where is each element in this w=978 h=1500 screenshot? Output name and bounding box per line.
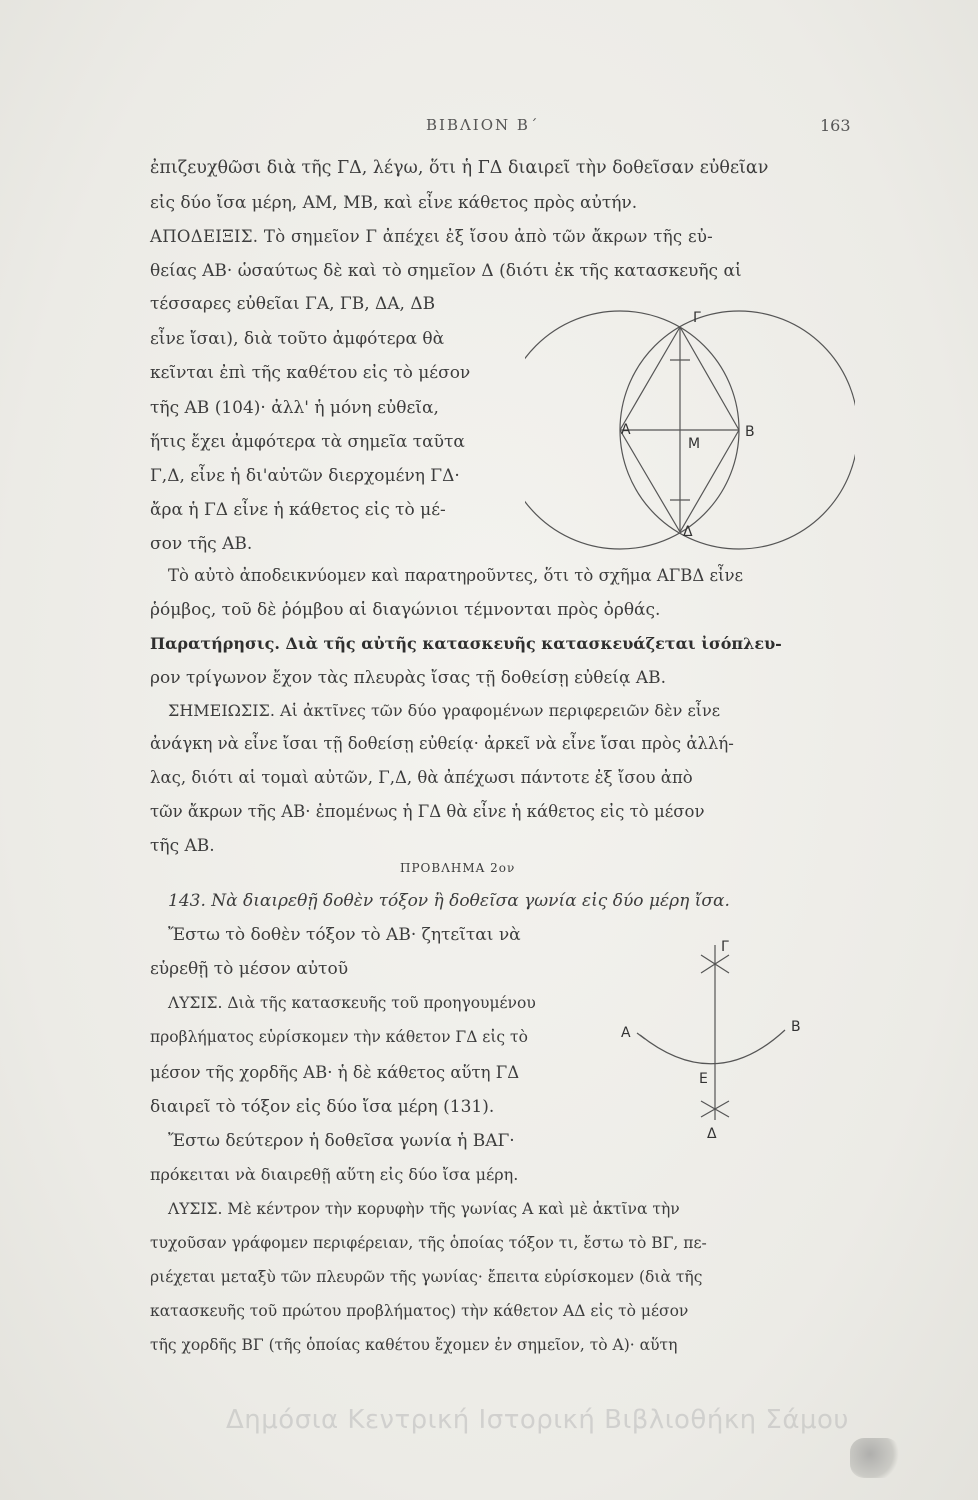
text-line: διαιρεῖ τὸ τόξον εἰς δύο ἴσα μέρη (131). — [150, 1097, 495, 1117]
library-watermark: Δημόσια Κεντρική Ιστορική Βιβλιοθήκη Σάμου — [226, 1405, 849, 1435]
text-line: προβλήματος εὑρίσκομεν τὴν κάθετον ΓΔ εἰς τὸ — [150, 1028, 528, 1046]
text-line: Ἔστω τὸ δοθὲν τόξον τὸ ΑΒ· ζητεῖται νὰ — [168, 925, 521, 945]
text-line: ἀνάγκη νὰ εἶνε ἴσαι τῇ δοθείσῃ εὐθείᾳ· ἀρκεῖ νὰ εἶνε ἴσαι πρὸς ἀλλή- — [150, 734, 734, 753]
text-line: τυχοῦσαν γράφομεν περιφέρειαν, τῆς ὁποίας τόξον τι, ἔστω τὸ ΒΓ, πε- — [150, 1234, 707, 1252]
page-header — [0, 116, 978, 142]
text-line: ριέχεται μεταξὺ τῶν πλευρῶν τῆς γωνίας· ἔπειτα εὑρίσκομεν (διὰ τῆς — [150, 1268, 703, 1286]
text-line: ἥτις ἔχει ἀμφότερα τὰ σημεῖα ταῦτα — [150, 432, 465, 452]
text-line: θείας ΑΒ· ὡσαύτως δὲ καὶ τὸ σημεῖον Δ (διότι ἐκ τῆς κατασκευῆς αἱ — [150, 261, 742, 281]
label-alpha: Α — [621, 422, 631, 438]
text-line: Παρατήρησις. Διὰ τῆς αὐτῆς κατασκευῆς κατασκευάζεται ἰσόπλευ- — [150, 634, 782, 653]
label-delta: Δ — [707, 1126, 717, 1142]
text-line: Τὸ αὐτὸ ἀποδεικνύομεν καὶ παρατηροῦντες, ὅτι τὸ σχῆμα ΑΓΒΔ εἶνε — [168, 566, 744, 585]
label-beta: Β — [745, 424, 755, 440]
text-line: τῆς ΑΒ. — [150, 836, 215, 856]
text-line: ρον τρίγωνον ἔχον τὰς πλευρὰς ἴσας τῇ δοθείσῃ εὐθείᾳ ΑΒ. — [150, 668, 667, 688]
text-line: μέσον τῆς χορδῆς ΑΒ· ἡ δὲ κάθετος αὕτη ΓΔ — [150, 1063, 520, 1082]
label-gamma: Γ — [721, 939, 729, 955]
running-title: ΒΙΒΛΙΟΝ Β΄ — [426, 116, 540, 134]
text-line: λας, διότι αἱ τομαὶ αὐτῶν, Γ,Δ, θὰ ἀπέχωσι πάντοτε ἐξ ἴσου ἀπὸ — [150, 768, 693, 787]
text-line: τῆς χορδῆς ΒΓ (τῆς ὁποίας καθέτου ἔχομεν ἐν σημεῖον, τὸ Α)· αὕτη — [150, 1336, 678, 1354]
text-line: κατασκευῆς τοῦ πρώτου προβλήματος) τὴν κάθετον ΑΔ εἰς τὸ μέσον — [150, 1302, 689, 1320]
label-alpha: Α — [621, 1025, 631, 1041]
text-line: τέσσαρες εὐθεῖαι ΓΑ, ΓΒ, ΔΑ, ΔΒ — [150, 294, 436, 314]
text-line: ἄρα ἡ ΓΔ εἶνε ἡ κάθετος εἰς τὸ μέ- — [150, 500, 446, 520]
text-line: κεῖνται ἐπὶ τῆς καθέτου εἰς τὸ μέσον — [150, 363, 471, 383]
label-mu: Μ — [688, 436, 701, 452]
page-number: 163 — [820, 116, 851, 135]
figure-arc-bisection — [615, 925, 805, 1145]
label-epsilon: Ε — [699, 1071, 708, 1087]
text-line: πρόκειται νὰ διαιρεθῇ αὕτη εἰς δύο ἴσα μέρη. — [150, 1165, 519, 1184]
label-gamma: Γ — [693, 310, 701, 326]
text-line: Ἔστω δεύτερον ἡ δοθεῖσα γωνία ἡ ΒΑΓ· — [168, 1131, 515, 1151]
label-delta: Δ — [683, 524, 693, 540]
text-line: σον τῆς ΑΒ. — [150, 534, 253, 554]
text-line: ῥόμβος, τοῦ δὲ ῥόμβου αἱ διαγώνιοι τέμνονται πρὸς ὀρθάς. — [150, 600, 661, 620]
library-stamp — [850, 1438, 900, 1478]
text-line: τῶν ἄκρων τῆς ΑΒ· ἐπομένως ἡ ΓΔ θὰ εἶνε ἡ κάθετος εἰς τὸ μέσον — [150, 802, 705, 821]
text-line: ΑΠΟΔΕΙΞΙΣ. Τὸ σημεῖον Γ ἀπέχει ἐξ ἴσου ἀπὸ τῶν ἄκρων τῆς εὐ- — [150, 227, 714, 246]
section-heading: ΠΡΟΒΛΗΜΑ 2ον — [400, 861, 516, 875]
text-line: 143. Νὰ διαιρεθῇ δοθὲν τόξον ἢ δοθεῖσα γωνία εἰς δύο μέρη ἴσα. — [168, 891, 730, 911]
text-line: ΛΥΣΙΣ. Μὲ κέντρον τὴν κορυφὴν τῆς γωνίας Α καὶ μὲ ἀκτῖνα τὴν — [168, 1200, 680, 1218]
text-line: ΣΗΜΕΙΩΣΙΣ. Αἱ ἀκτῖνες τῶν δύο γραφομένων περιφερειῶν δὲν εἶνε — [168, 701, 721, 720]
figure-two-circles — [525, 300, 855, 560]
text-line: εἶνε ἴσαι), διὰ τοῦτο ἀμφότερα θὰ — [150, 329, 445, 349]
text-line: ΛΥΣΙΣ. Διὰ τῆς κατασκευῆς τοῦ προηγουμένου — [168, 994, 536, 1012]
text-line: ἐπιζευχθῶσι διὰ τῆς ΓΔ, λέγω, ὅτι ἡ ΓΔ διαιρεῖ τὴν δοθεῖσαν εὐθεῖαν — [150, 158, 769, 178]
text-line: τῆς ΑΒ (104)· ἀλλ' ἡ μόνη εὐθεῖα, — [150, 398, 439, 418]
text-line: εὑρεθῇ τὸ μέσον αὐτοῦ — [150, 959, 349, 979]
label-beta: Β — [791, 1019, 801, 1035]
text-line: Γ,Δ, εἶνε ἡ δι'αὐτῶν διερχομένη ΓΔ· — [150, 466, 460, 486]
text-line: εἰς δύο ἴσα μέρη, ΑΜ, ΜΒ, καὶ εἶνε κάθετος πρὸς αὐτήν. — [150, 193, 638, 213]
